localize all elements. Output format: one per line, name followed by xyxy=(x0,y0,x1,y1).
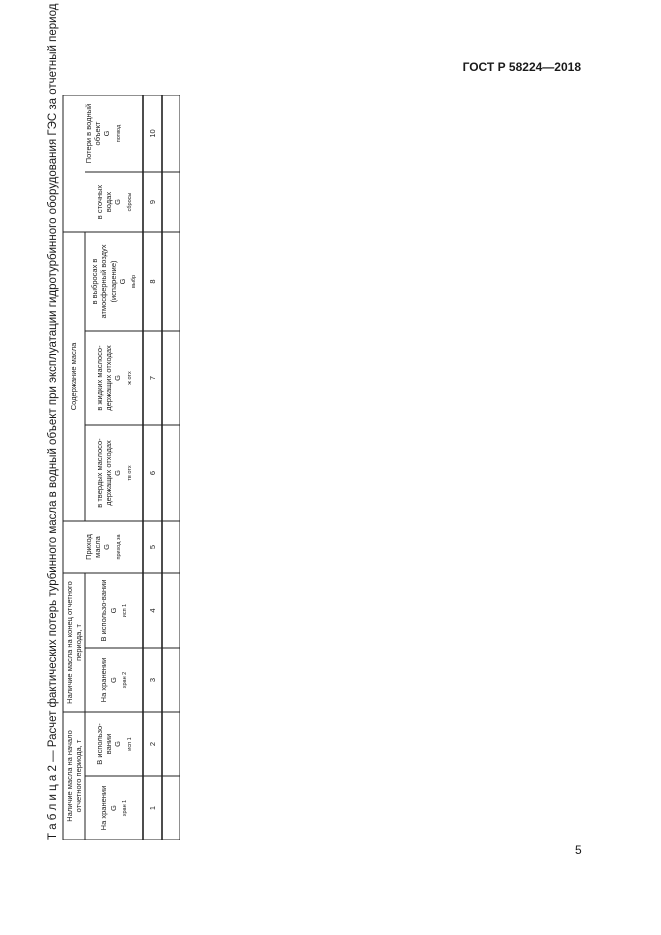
col9-header: в сточных водах G $_{сбросы}$ xyxy=(94,184,133,220)
col-number-9: 9 xyxy=(147,199,157,205)
col-number-7: 7 xyxy=(147,375,157,381)
col-number-4: 4 xyxy=(147,608,157,613)
col4-header: В использо-вании G $_{исп 1}$ xyxy=(99,579,128,642)
group-content-header: Содержание масла xyxy=(69,342,79,411)
col-number-6: 6 xyxy=(147,470,157,476)
col-number-3: 3 xyxy=(147,677,157,683)
standard-number: ГОСТ Р 58224—2018 xyxy=(462,60,581,74)
col3-header: На хранении G $_{хран 2}$ xyxy=(99,657,128,703)
col-number-10: 10 xyxy=(147,129,157,138)
col5-header: Приход масла G $_{приход за}$ xyxy=(83,534,122,560)
col8-header: в выбросах в атмосферный воздух (испарение) G $_{выбр}$ xyxy=(89,244,138,319)
col-number-8: 8 xyxy=(147,279,157,284)
col-number-2: 2 xyxy=(147,741,157,747)
col6-header: в твердых маслосо-держащих отходах G $_{тв отх}$ xyxy=(94,438,133,508)
col-number-1: 1 xyxy=(147,805,157,811)
col10-header: Потери в водный объект G $_{потвод}$ xyxy=(83,103,122,164)
group-end-header: Наличие масла на конец отчетного периода, т xyxy=(64,581,83,704)
col-number-5: 5 xyxy=(147,544,157,550)
col7-header: в жидких маслосо-держащих отходах G $_{ж отх}$ xyxy=(94,345,133,411)
col2-header: В использо-вании G $_{исп 1}$ xyxy=(94,723,133,765)
table-caption: Т а б л и ц а 2 — Расчет фактических потерь турбинного масла в водный объект при эксплуатации гидротурбинного оборудования ГЭС за отчетный период xyxy=(47,3,59,840)
page-number: 5 xyxy=(575,843,582,857)
rotated-table-block xyxy=(45,3,180,840)
col1-header: На хранении G $_{хран 1}$ xyxy=(99,785,128,831)
group-start-header: Наличие масла на начало отчетного периода, т xyxy=(64,730,83,822)
